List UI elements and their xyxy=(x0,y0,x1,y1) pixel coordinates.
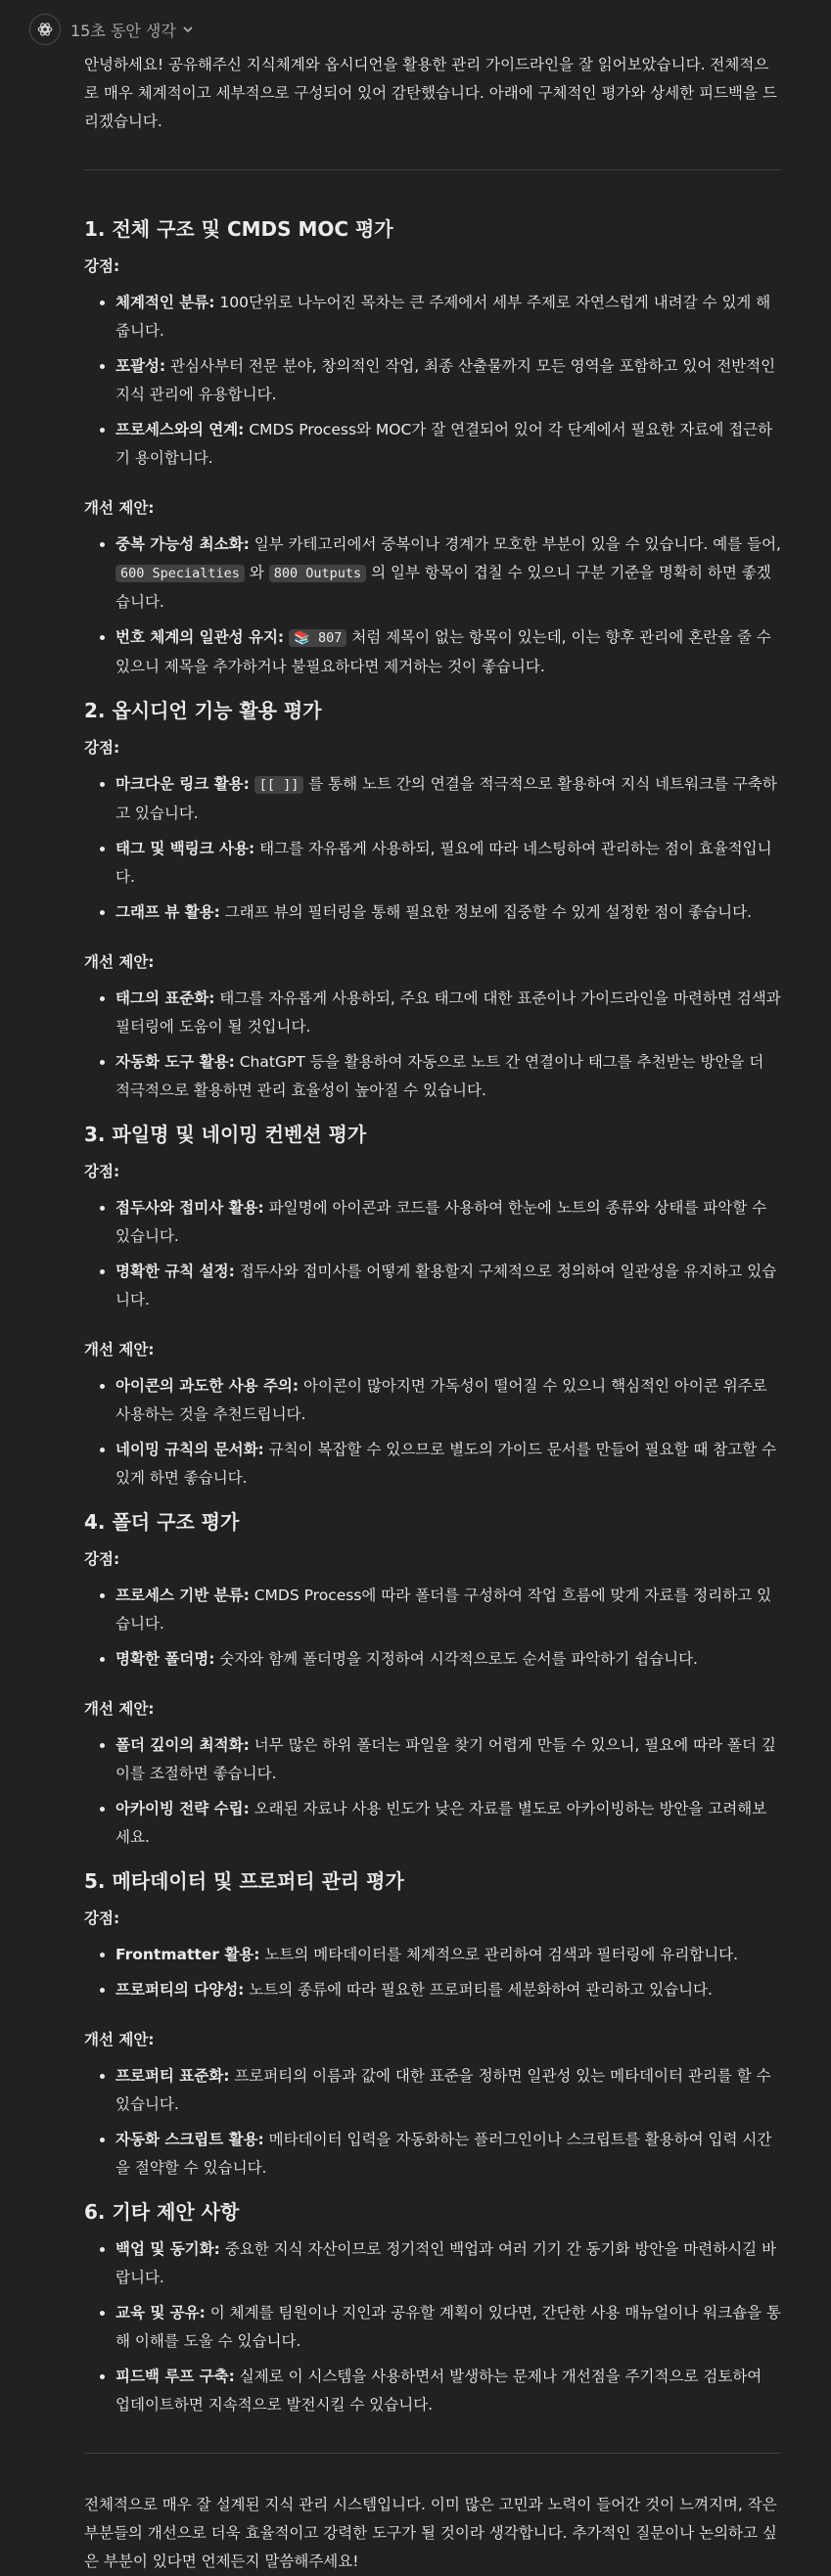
section-title: 3. 파일명 및 네이밍 컨벤션 평가 xyxy=(84,1123,367,1146)
inline-code: 📚 807 xyxy=(289,629,346,647)
strengths-list xyxy=(84,1194,781,1314)
improvements-list xyxy=(84,985,781,1105)
improvements-label: 개선 제안: xyxy=(84,1700,155,1718)
section-4 xyxy=(84,1508,781,1852)
list-item: • 프로퍼티의 다양성: 노트의 종류에 따라 필요한 프로퍼티를 세분화하여 관리하고 있습니다. xyxy=(115,1976,781,2004)
list-item: • 그래프 뷰 활용: 그래프 뷰의 필터링을 통해 필요한 정보에 집중할 수 있게 설정한 점이 좋습니다. xyxy=(115,898,781,927)
strengths-list xyxy=(84,1582,781,1674)
thought-header xyxy=(29,14,194,45)
section-2 xyxy=(84,697,781,1105)
section-title: 1. 전체 구조 및 CMDS MOC 평가 xyxy=(84,217,393,241)
improvements-list xyxy=(84,2062,781,2183)
list-item: • 접두사와 접미사 활용: 파일명에 아이콘과 코드를 사용하여 한눈에 노트의 종류와 상태를 파악할 수 있습니다. xyxy=(115,1194,781,1251)
list-item: • 자동화 도구 활용: ChatGPT 등을 활용하여 자동으로 노트 간 연결이나 태그를 추천받는 방안을 더 적극적으로 활용하면 관리 효율성이 높아질 수 있습니다. xyxy=(115,1048,781,1105)
strengths-list xyxy=(84,1941,781,2004)
thought-duration-toggle[interactable] xyxy=(70,19,194,41)
strengths-list xyxy=(84,289,781,473)
list-item: • 프로퍼티 표준화: 프로퍼티의 이름과 값에 대한 표준을 정하면 일관성 있는 메타데이터 관리를 할 수 있습니다. xyxy=(115,2062,781,2119)
thought-duration-label: 15초 동안 생각 xyxy=(70,21,176,40)
inline-code: 600 Specialties xyxy=(115,565,245,582)
improvements-label: 개선 제안: xyxy=(84,1341,155,1358)
list-item: • 태그 및 백링크 사용: 태그를 자유롭게 사용하되, 필요에 따라 네스팅하여 관리하는 점이 효율적입니다. xyxy=(115,835,781,892)
section-5 xyxy=(84,1867,781,2183)
list-item: • 피드백 루프 구축: 실제로 이 시스템을 사용하면서 발생하는 문제나 개선점을 주기적으로 검토하여 업데이트하면 지속적으로 발전시킬 수 있습니다. xyxy=(115,2363,781,2419)
outro-paragraph: 전체적으로 매우 잘 설계된 지식 관리 시스템입니다. 이미 많은 고민과 노력이 들어간 것이 느껴지며, 작은 부분들의 개선으로 더욱 효율적이고 강력한 도구가 될 것이라 생각합니다. 추가적인 질문이나 논의하고 싶은 부분이 있다면 언제든지 말씀해주세요! xyxy=(84,2496,777,2570)
suggestions-list xyxy=(84,2235,781,2419)
list-item: • 교육 및 공유: 이 체계를 팀원이나 지인과 공유할 계획이 있다면, 간단한 사용 매뉴얼이나 워크숍을 통해 이해를 도울 수 있습니다. xyxy=(115,2299,781,2356)
strengths-label: 강점: xyxy=(84,257,120,275)
strengths-label: 강점: xyxy=(84,1163,120,1180)
improvements-list xyxy=(84,1372,781,1493)
improvements-label: 개선 제안: xyxy=(84,499,155,517)
strengths-label: 강점: xyxy=(84,739,120,757)
list-item: • 마크다운 링크 활용: [[ ]] 를 통해 노트 간의 연결을 적극적으로 활용하여 지식 네트워크를 구축하고 있습니다. xyxy=(115,770,781,828)
section-1 xyxy=(84,215,781,681)
list-item: • 포괄성: 관심사부터 전문 분야, 창의적인 작업, 최종 산출물까지 모든 영역을 포함하고 있어 전반적인 지식 관리에 유용합니다. xyxy=(115,352,781,409)
list-item: • 네이밍 규칙의 문서화: 규칙이 복잡할 수 있으므로 별도의 가이드 문서를 만들어 필요할 때 참고할 수 있게 하면 좋습니다. xyxy=(115,1436,781,1493)
divider xyxy=(84,2453,781,2454)
list-item: • Frontmatter 활용: 노트의 메타데이터를 체계적으로 관리하여 검색과 필터링에 유리합니다. xyxy=(115,1941,781,1969)
list-item: • 아카이빙 전략 수립: 오래된 자료나 사용 빈도가 낮은 자료를 별도로 아카이빙하는 방안을 고려해보세요. xyxy=(115,1795,781,1852)
assistant-avatar xyxy=(29,14,61,45)
strengths-list xyxy=(84,770,781,927)
openai-logo-icon xyxy=(36,21,54,38)
section-title: 6. 기타 제안 사항 xyxy=(84,2200,240,2224)
list-item: • 중복 가능성 최소화: 일부 카테고리에서 중복이나 경계가 모호한 부분이 있을 수 있습니다. 예를 들어, 600 Specialties 와 800 Outputs 의 일부 항목이 겹칠 수 있으니 구분 기준을 명확히 하면 좋겠습니다. xyxy=(115,530,781,617)
list-item: • 프로세스와의 연계: CMDS Process와 MOC가 잘 연결되어 있어 각 단계에서 필요한 자료에 접근하기 용이합니다. xyxy=(115,416,781,473)
inline-code: 800 Outputs xyxy=(269,565,366,582)
chevron-down-icon xyxy=(182,23,194,35)
list-item: • 자동화 스크립트 활용: 메타데이터 입력을 자동화하는 플러그인이나 스크립트를 활용하여 입력 시간을 절약할 수 있습니다. xyxy=(115,2126,781,2183)
section-3 xyxy=(84,1121,781,1493)
improvements-label: 개선 제안: xyxy=(84,953,155,971)
section-title: 4. 폴더 구조 평가 xyxy=(84,1510,240,1534)
improvements-list xyxy=(84,1731,781,1852)
list-item: • 명확한 규칙 설정: 접두사와 접미사를 어떻게 활용할지 구체적으로 정의하여 일관성을 유지하고 있습니다. xyxy=(115,1258,781,1314)
list-item: • 태그의 표준화: 태그를 자유롭게 사용하되, 주요 태그에 대한 표준이나 가이드라인을 마련하면 검색과 필터링에 도움이 될 것입니다. xyxy=(115,985,781,1041)
improvements-list xyxy=(84,530,781,681)
intro-paragraph: 안녕하세요! 공유해주신 지식체계와 옵시디언을 활용한 관리 가이드라인을 잘 읽어보았습니다. 전체적으로 매우 체계적이고 세부적으로 구성되어 있어 감탄했습니다. 아래에 구체적인 평가와 상세한 피드백을 드리겠습니다. xyxy=(84,56,777,130)
list-item: • 프로세스 기반 분류: CMDS Process에 따라 폴더를 구성하여 작업 흐름에 맞게 자료를 정리하고 있습니다. xyxy=(115,1582,781,1638)
assistant-message xyxy=(84,51,781,2576)
strengths-label: 강점: xyxy=(84,1550,120,1568)
section-6 xyxy=(84,2198,781,2419)
section-title: 5. 메타데이터 및 프로퍼티 관리 평가 xyxy=(84,1869,404,1893)
strengths-label: 강점: xyxy=(84,1909,120,1927)
inline-code: [[ ]] xyxy=(254,776,304,794)
improvements-label: 개선 제안: xyxy=(84,2031,155,2048)
list-item: • 폴더 깊이의 최적화: 너무 많은 하위 폴더는 파일을 찾기 어렵게 만들 수 있으니, 필요에 따라 폴더 깊이를 조절하면 좋습니다. xyxy=(115,1731,781,1788)
list-item: • 번호 체계의 일관성 유지: 📚 807 처럼 제목이 없는 항목이 있는데, 이는 향후 관리에 혼란을 줄 수 있으니 제목을 추가하거나 불필요하다면 제거하는 것이 좋습니다. xyxy=(115,623,781,681)
list-item: • 아이콘의 과도한 사용 주의: 아이콘이 많아지면 가독성이 떨어질 수 있으니 핵심적인 아이콘 위주로 사용하는 것을 추천드립니다. xyxy=(115,1372,781,1429)
section-title: 2. 옵시디언 기능 활용 평가 xyxy=(84,699,322,722)
list-item: • 체계적인 분류: 100단위로 나누어진 목차는 큰 주제에서 세부 주제로 자연스럽게 내려갈 수 있게 해줍니다. xyxy=(115,289,781,345)
divider xyxy=(84,169,781,170)
list-item: • 백업 및 동기화: 중요한 지식 자산이므로 정기적인 백업과 여러 기기 간 동기화 방안을 마련하시길 바랍니다. xyxy=(115,2235,781,2292)
list-item: • 명확한 폴더명: 숫자와 함께 폴더명을 지정하여 시각적으로도 순서를 파악하기 쉽습니다. xyxy=(115,1645,781,1674)
